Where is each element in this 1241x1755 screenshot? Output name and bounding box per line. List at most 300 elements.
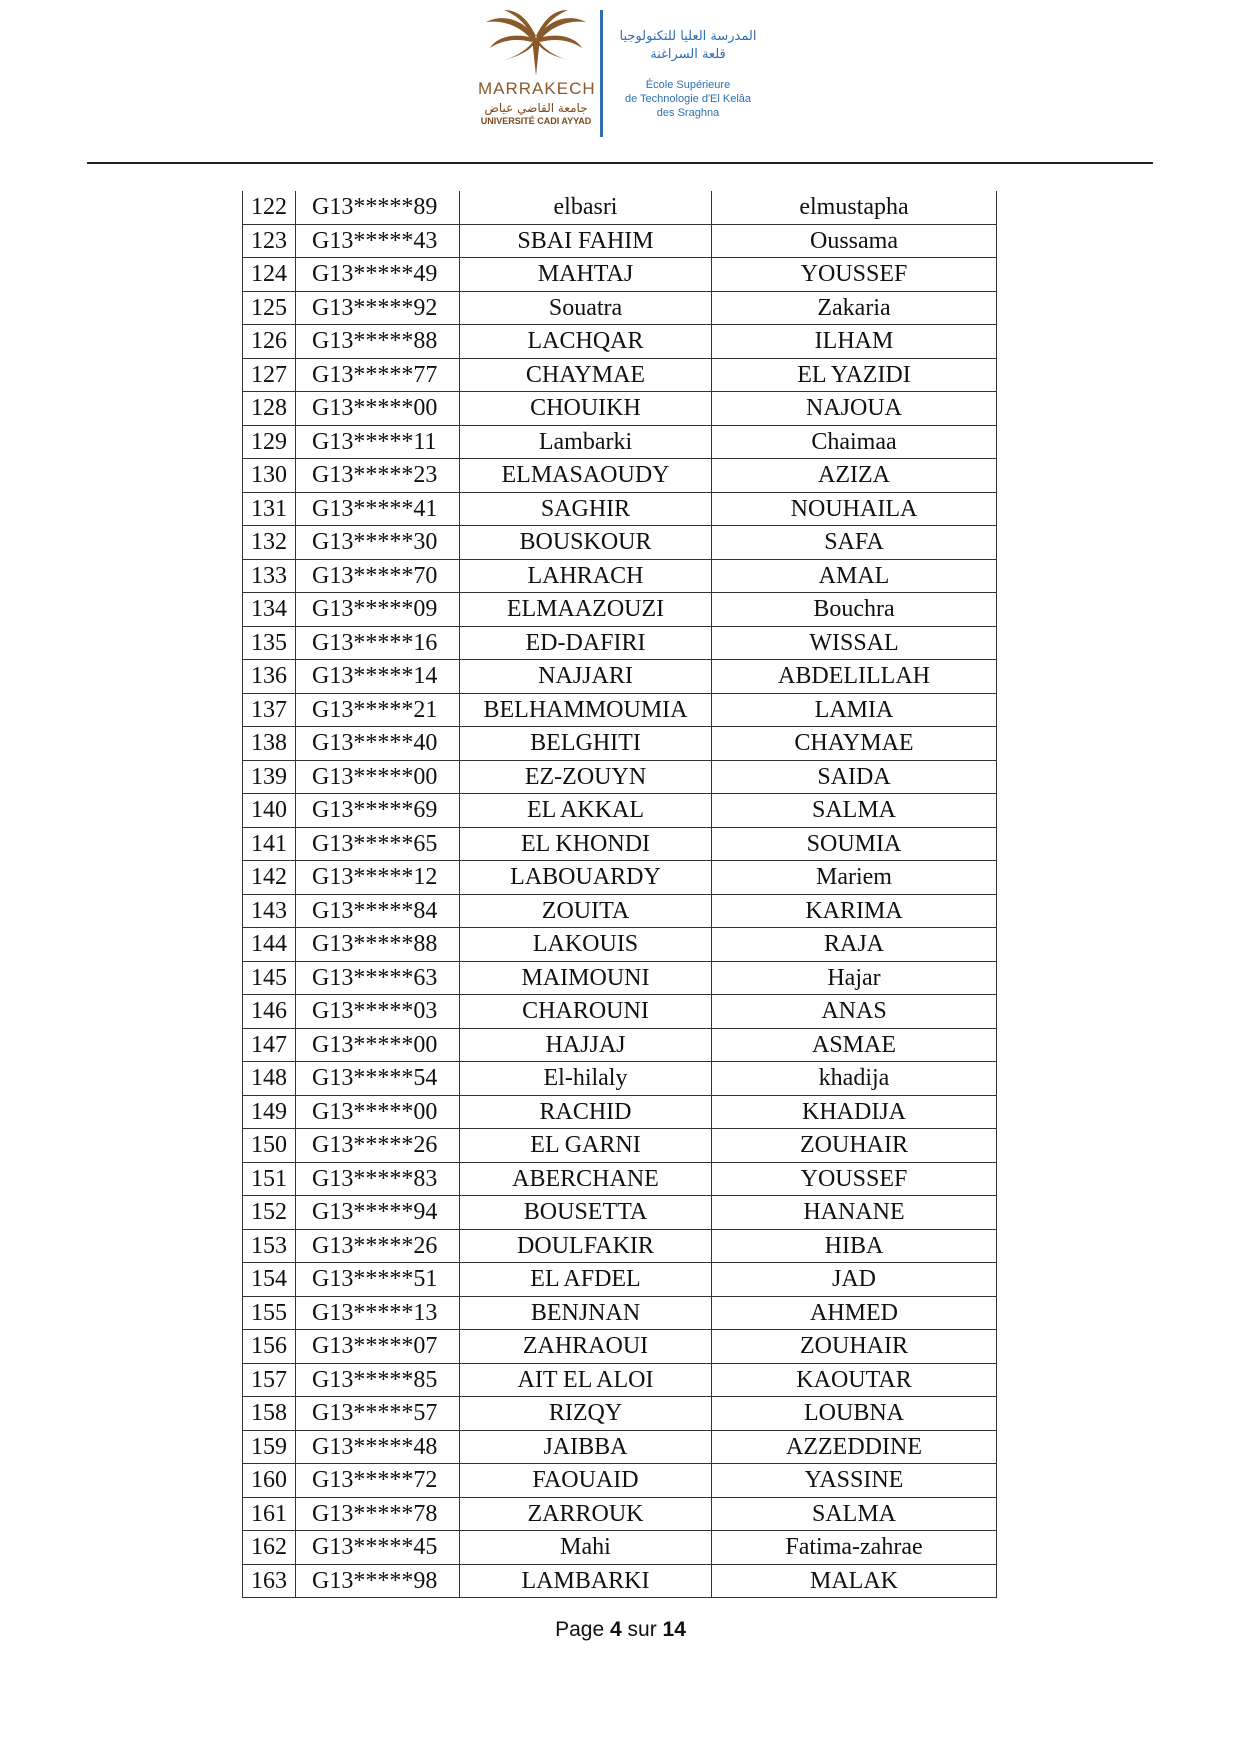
row-number: 125 (251, 294, 287, 321)
first-name-cell (712, 526, 997, 560)
student-code: G13*****89 (312, 194, 438, 221)
table-row (243, 928, 997, 962)
first-name: Mariem (816, 864, 892, 891)
first-name: ZOUHAIR (800, 1333, 908, 1360)
student-code-cell (296, 1296, 460, 1330)
last-name: El-hilaly (543, 1065, 628, 1092)
table-row (243, 425, 997, 459)
row-number: 154 (251, 1266, 287, 1293)
last-name: NAJJARI (538, 663, 633, 690)
student-code-cell (296, 358, 460, 392)
last-name: LAMBARKI (521, 1567, 650, 1594)
first-name: AZIZA (818, 462, 890, 489)
row-number: 149 (251, 1098, 287, 1125)
student-code: G13*****00 (312, 763, 438, 790)
student-code-cell (296, 1229, 460, 1263)
row-number-cell (243, 760, 296, 794)
last-name: ABERCHANE (512, 1165, 659, 1192)
row-number: 133 (251, 562, 287, 589)
row-number-cell (243, 492, 296, 526)
row-number-cell (243, 794, 296, 828)
first-name: LAMIA (814, 696, 894, 723)
last-name-cell (460, 928, 712, 962)
student-code-cell (296, 1330, 460, 1364)
student-code-cell (296, 794, 460, 828)
last-name: EL KHONDI (520, 830, 651, 857)
first-name-cell (712, 1497, 997, 1531)
student-code-cell (296, 1196, 460, 1230)
table-row (243, 1363, 997, 1397)
first-name: AMAL (818, 562, 890, 589)
last-name: ED-DAFIRI (525, 629, 646, 656)
table-row (243, 827, 997, 861)
last-name-cell (460, 660, 712, 694)
last-name-cell (460, 392, 712, 426)
first-name-cell (712, 995, 997, 1029)
row-number-cell (243, 693, 296, 727)
row-number-cell (243, 425, 296, 459)
last-name: AIT EL ALOI (517, 1366, 654, 1393)
first-name-cell (712, 626, 997, 660)
last-name: LABOUARDY (510, 864, 661, 891)
student-code: G13*****07 (312, 1333, 438, 1360)
last-name-cell (460, 861, 712, 895)
last-name-cell (460, 1129, 712, 1163)
row-number-cell (243, 1028, 296, 1062)
row-number: 132 (251, 529, 287, 556)
last-name-cell (460, 425, 712, 459)
table-row (243, 459, 997, 493)
row-number: 138 (251, 730, 287, 757)
last-name: SAGHIR (540, 495, 631, 522)
student-code-cell (296, 1095, 460, 1129)
first-name-cell (712, 1062, 997, 1096)
first-name: LOUBNA (804, 1400, 904, 1427)
row-number: 144 (251, 931, 287, 958)
table-row (243, 1531, 997, 1565)
row-number: 136 (251, 663, 287, 690)
last-name-cell (460, 1263, 712, 1297)
last-name: HAJJAJ (545, 1031, 626, 1058)
first-name-cell (712, 291, 997, 325)
header-rule (87, 162, 1153, 164)
row-number: 131 (251, 495, 287, 522)
student-code-cell (296, 1430, 460, 1464)
first-name: RAJA (823, 931, 884, 958)
student-list-body (243, 191, 997, 1598)
row-number: 159 (251, 1433, 287, 1460)
table-row (243, 1497, 997, 1531)
first-name: YOUSSEF (800, 1165, 908, 1192)
school-name-ar-line1: المدرسة العليا للتكنولوجيا (619, 29, 757, 44)
first-name-cell (712, 794, 997, 828)
row-number-cell (243, 995, 296, 1029)
last-name-cell (460, 961, 712, 995)
student-list-table (242, 191, 997, 1598)
first-name-cell (712, 358, 997, 392)
student-code: G13*****45 (312, 1534, 438, 1561)
table-row (243, 325, 997, 359)
student-code-cell (296, 827, 460, 861)
student-code: G13*****49 (312, 261, 438, 288)
first-name-cell (712, 1162, 997, 1196)
student-code-cell (296, 492, 460, 526)
student-code-cell (296, 1062, 460, 1096)
page-prefix: Page (555, 1618, 605, 1641)
first-name: ABDELILLAH (778, 663, 930, 690)
first-name: YOUSSEF (800, 261, 908, 288)
first-name-cell (712, 559, 997, 593)
first-name: ANAS (821, 998, 887, 1025)
row-number: 134 (251, 596, 287, 623)
row-number-cell (243, 1296, 296, 1330)
student-code: G13*****48 (312, 1433, 438, 1460)
student-code: G13*****98 (312, 1567, 438, 1594)
table-row (243, 861, 997, 895)
table-row (243, 1464, 997, 1498)
table-row (243, 626, 997, 660)
row-number-cell (243, 727, 296, 761)
row-number-cell (243, 358, 296, 392)
student-code: G13*****40 (312, 730, 438, 757)
student-code-cell (296, 727, 460, 761)
student-code: G13*****88 (312, 931, 438, 958)
row-number-cell (243, 827, 296, 861)
last-name-cell (460, 827, 712, 861)
row-number-cell (243, 224, 296, 258)
first-name: WISSAL (809, 629, 899, 656)
student-code-cell (296, 1497, 460, 1531)
table-row (243, 961, 997, 995)
first-name-cell (712, 1430, 997, 1464)
last-name-cell (460, 1497, 712, 1531)
student-code: G13*****63 (312, 964, 438, 991)
first-name-cell (712, 1229, 997, 1263)
row-number: 124 (251, 261, 287, 288)
last-name-cell (460, 224, 712, 258)
last-name-cell (460, 191, 712, 224)
last-name: RACHID (539, 1098, 632, 1125)
row-number-cell (243, 526, 296, 560)
table-row (243, 995, 997, 1029)
last-name-cell (460, 1162, 712, 1196)
first-name-cell (712, 1531, 997, 1565)
student-code-cell (296, 1028, 460, 1062)
row-number-cell (243, 626, 296, 660)
row-number-cell (243, 559, 296, 593)
last-name: JAIBBA (543, 1433, 628, 1460)
last-name: EL AFDEL (530, 1266, 641, 1293)
student-code-cell (296, 425, 460, 459)
school-name-ar-line2: قلعة السراغنة (650, 47, 726, 62)
table-row (243, 760, 997, 794)
student-code-cell (296, 526, 460, 560)
first-name-cell (712, 1397, 997, 1431)
student-code: G13*****16 (312, 629, 438, 656)
first-name-cell (712, 827, 997, 861)
first-name: Oussama (810, 227, 898, 254)
first-name: KARIMA (805, 897, 903, 924)
row-number-cell (243, 1397, 296, 1431)
first-name: SAFA (824, 529, 884, 556)
last-name: BELHAMMOUMIA (483, 696, 688, 723)
student-code-cell (296, 191, 460, 224)
row-number-cell (243, 660, 296, 694)
last-name: RIZQY (548, 1400, 623, 1427)
first-name-cell (712, 1564, 997, 1598)
student-code-cell (296, 1564, 460, 1598)
student-code-cell (296, 928, 460, 962)
row-number-cell (243, 1464, 296, 1498)
first-name: NAJOUA (806, 395, 902, 422)
student-code-cell (296, 693, 460, 727)
last-name-cell (460, 459, 712, 493)
page-total: 14 (662, 1618, 686, 1641)
last-name-cell (460, 258, 712, 292)
first-name-cell (712, 459, 997, 493)
table-row (243, 1196, 997, 1230)
row-number: 148 (251, 1065, 287, 1092)
first-name-cell (712, 325, 997, 359)
last-name-cell (460, 1296, 712, 1330)
table-row (243, 1095, 997, 1129)
student-code: G13*****30 (312, 529, 438, 556)
table-row (243, 258, 997, 292)
last-name: MAIMOUNI (521, 964, 650, 991)
first-name-cell (712, 760, 997, 794)
first-name: SALMA (811, 797, 896, 824)
logo-divider (600, 10, 603, 137)
last-name: Mahi (560, 1534, 611, 1561)
table-row (243, 1062, 997, 1096)
first-name-cell (712, 861, 997, 895)
table-row (243, 1296, 997, 1330)
first-name: Hajar (827, 964, 881, 991)
student-code-cell (296, 459, 460, 493)
last-name-cell (460, 325, 712, 359)
page-middle: sur (627, 1618, 657, 1641)
first-name: MALAK (810, 1567, 898, 1594)
first-name-cell (712, 1028, 997, 1062)
row-number-cell (243, 1229, 296, 1263)
school-name-block (606, 28, 770, 120)
page-header (0, 0, 1241, 160)
last-name-cell (460, 995, 712, 1029)
last-name: LAHRACH (527, 562, 644, 589)
student-code-cell (296, 961, 460, 995)
first-name-cell (712, 492, 997, 526)
row-number-cell (243, 1363, 296, 1397)
last-name: LACHQAR (527, 328, 644, 355)
last-name: SBAI FAHIM (517, 227, 654, 254)
first-name: khadija (818, 1065, 890, 1092)
student-code: G13*****54 (312, 1065, 438, 1092)
student-code: G13*****14 (312, 663, 438, 690)
last-name-cell (460, 1531, 712, 1565)
row-number: 128 (251, 395, 287, 422)
first-name: SOUMIA (806, 830, 902, 857)
row-number: 140 (251, 797, 287, 824)
last-name: EL AKKAL (526, 797, 645, 824)
row-number: 157 (251, 1366, 287, 1393)
last-name: BENJNAN (530, 1299, 641, 1326)
last-name: ELMAAZOUZI (506, 596, 665, 623)
last-name-cell (460, 1028, 712, 1062)
table-row (243, 1397, 997, 1431)
row-number-cell (243, 1564, 296, 1598)
student-code-cell (296, 224, 460, 258)
row-number: 152 (251, 1199, 287, 1226)
student-code: G13*****77 (312, 361, 438, 388)
student-code: G13*****11 (312, 428, 437, 455)
last-name-cell (460, 1330, 712, 1364)
student-code: G13*****72 (312, 1467, 438, 1494)
last-name-cell (460, 358, 712, 392)
first-name-cell (712, 894, 997, 928)
table-row (243, 894, 997, 928)
first-name: SAIDA (817, 763, 891, 790)
first-name: AHMED (810, 1299, 898, 1326)
student-code-cell (296, 1531, 460, 1565)
student-code: G13*****69 (312, 797, 438, 824)
student-code: G13*****92 (312, 294, 438, 321)
student-code-cell (296, 760, 460, 794)
row-number-cell (243, 928, 296, 962)
row-number-cell (243, 593, 296, 627)
first-name: elmustapha (799, 194, 909, 221)
row-number: 161 (251, 1500, 287, 1527)
student-code-cell (296, 894, 460, 928)
last-name-cell (460, 794, 712, 828)
first-name-cell (712, 727, 997, 761)
last-name-cell (460, 291, 712, 325)
row-number-cell (243, 258, 296, 292)
first-name: ILHAM (814, 328, 894, 355)
palm-tree-icon (482, 8, 590, 78)
logo-university-fr: UNIVERSITÉ CADI AYYAD (480, 116, 592, 126)
student-code: G13*****23 (312, 462, 438, 489)
row-number-cell (243, 894, 296, 928)
student-code: G13*****03 (312, 998, 438, 1025)
table-row (243, 191, 997, 224)
table-row (243, 1028, 997, 1062)
row-number: 153 (251, 1232, 287, 1259)
last-name-cell (460, 1464, 712, 1498)
row-number-cell (243, 392, 296, 426)
student-code-cell (296, 559, 460, 593)
table-row (243, 526, 997, 560)
student-code: G13*****70 (312, 562, 438, 589)
student-code: G13*****51 (312, 1266, 438, 1293)
student-code: G13*****09 (312, 596, 438, 623)
last-name: LAKOUIS (532, 931, 639, 958)
student-code-cell (296, 1397, 460, 1431)
university-logo (478, 8, 594, 143)
table-row (243, 1330, 997, 1364)
student-code-cell (296, 626, 460, 660)
last-name-cell (460, 1062, 712, 1096)
row-number: 141 (251, 830, 287, 857)
page-current: 4 (609, 1618, 622, 1641)
table-row (243, 593, 997, 627)
table-row (243, 1229, 997, 1263)
last-name-cell (460, 526, 712, 560)
last-name-cell (460, 1229, 712, 1263)
row-number-cell (243, 191, 296, 224)
row-number: 127 (251, 361, 287, 388)
first-name: CHAYMAE (794, 730, 914, 757)
last-name-cell (460, 1363, 712, 1397)
table-row (243, 1430, 997, 1464)
school-name-fr-line2: de Technologie d'El Kelâa (624, 93, 752, 105)
student-code: G13*****26 (312, 1132, 438, 1159)
first-name-cell (712, 1263, 997, 1297)
first-name-cell (712, 224, 997, 258)
student-code: G13*****21 (312, 696, 438, 723)
first-name: Chaimaa (811, 428, 897, 455)
row-number: 143 (251, 897, 287, 924)
last-name: EZ-ZOUYN (524, 763, 647, 790)
table-row (243, 693, 997, 727)
row-number: 126 (251, 328, 287, 355)
student-code-cell (296, 258, 460, 292)
school-name-fr-line1: École Supérieure (645, 79, 731, 91)
row-number: 123 (251, 227, 287, 254)
student-code-cell (296, 1162, 460, 1196)
row-number-cell (243, 961, 296, 995)
row-number-cell (243, 1531, 296, 1565)
last-name-cell (460, 1095, 712, 1129)
student-code-cell (296, 995, 460, 1029)
student-code: G13*****65 (312, 830, 438, 857)
first-name-cell (712, 693, 997, 727)
last-name: BOUSKOUR (519, 529, 652, 556)
first-name: JAD (831, 1266, 876, 1293)
logo-city-text: MARRAKECH (478, 79, 596, 98)
student-code: G13*****78 (312, 1500, 438, 1527)
row-number: 151 (251, 1165, 287, 1192)
table-row (243, 492, 997, 526)
last-name-cell (460, 760, 712, 794)
page-footer (0, 1618, 1241, 1642)
last-name: EL GARNI (530, 1132, 641, 1159)
last-name-cell (460, 693, 712, 727)
last-name-cell (460, 727, 712, 761)
student-code: G13*****88 (312, 328, 438, 355)
student-code-cell (296, 325, 460, 359)
student-code: G13*****43 (312, 227, 438, 254)
student-code: G13*****00 (312, 1031, 438, 1058)
first-name: KHADIJA (802, 1098, 906, 1125)
last-name: ZARROUK (527, 1500, 644, 1527)
student-code: G13*****00 (312, 1098, 438, 1125)
row-number: 156 (251, 1333, 287, 1360)
row-number: 137 (251, 696, 287, 723)
last-name: elbasri (553, 194, 618, 221)
first-name: AZZEDDINE (786, 1433, 922, 1460)
student-code-cell (296, 1464, 460, 1498)
table-row (243, 358, 997, 392)
first-name-cell (712, 1330, 997, 1364)
student-code-cell (296, 392, 460, 426)
row-number: 160 (251, 1467, 287, 1494)
last-name-cell (460, 492, 712, 526)
last-name: Lambarki (538, 428, 633, 455)
student-code-cell (296, 291, 460, 325)
first-name: Bouchra (813, 596, 895, 623)
first-name: ZOUHAIR (800, 1132, 908, 1159)
row-number: 158 (251, 1400, 287, 1427)
